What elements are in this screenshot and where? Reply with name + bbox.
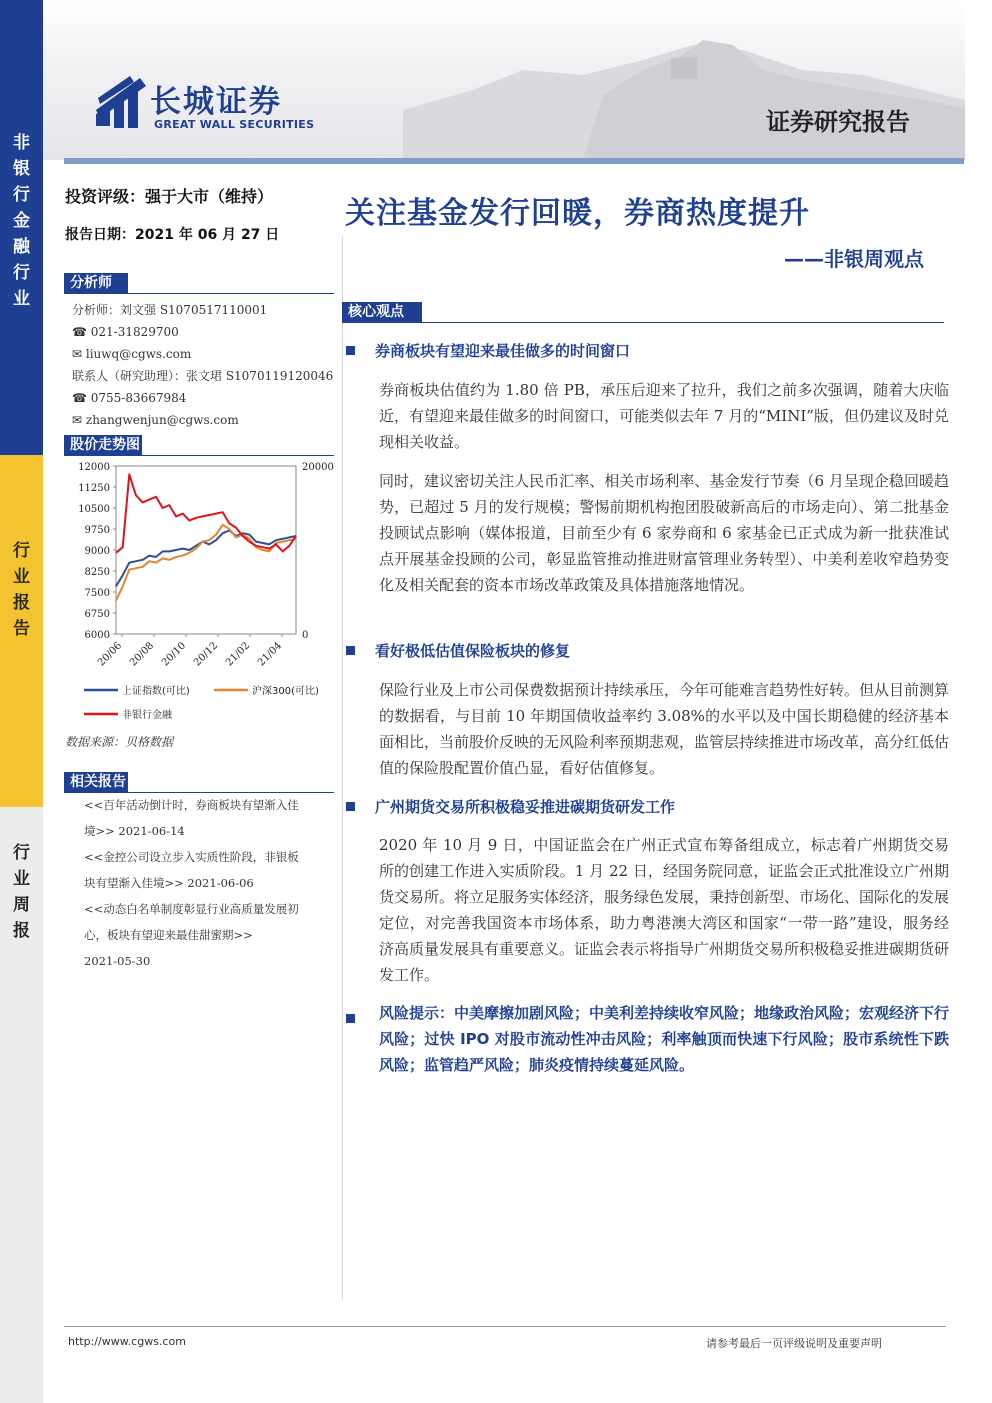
y-left-tick-label: 8250 [84,567,110,578]
x-tick-label: 21/04 [255,640,285,669]
y-right-tick-label: 20000 [302,462,334,473]
y-left-tick-label: 7500 [84,588,110,599]
y-left-tick-label: 6000 [84,630,110,641]
logo-en: GREAT WALL SECURITIES [154,118,315,131]
x-tick-label: 21/02 [223,640,253,669]
side-bot-char: 行 [13,843,30,863]
x-tick-label: 20/06 [95,640,125,669]
side-top-char: 银 [13,159,30,179]
side-mid-char: 告 [13,619,30,639]
related-report-1b[interactable]: 境>> 2021-06-14 [84,824,185,838]
side-mid-char: 报 [13,593,30,613]
logo-cn: 长城证券 [150,84,282,120]
related-report-2a[interactable]: <<金控公司设立步入实质性阶段，非银板 [84,850,299,864]
y-left-tick-label: 6750 [84,609,110,620]
y-left-tick-label: 11250 [78,483,110,494]
report-type: 证券研究报告 [766,108,910,136]
analyst-info [72,299,340,431]
side-top-char: 业 [13,289,30,309]
related-section-title: 相关报告 [64,772,128,792]
investment-rating: 投资评级：强于大市（维持） [65,187,274,206]
bullet-square-icon [346,346,355,355]
point-1-heading [346,340,630,361]
analyst-phone: ☎ 021-31829700 [72,325,179,339]
plot-frame [116,466,296,634]
y-left-tick-label: 9000 [84,546,110,557]
related-report-3b[interactable]: 心，板块有望迎来最佳甜蜜期>> [84,928,253,942]
x-tick-label: 20/12 [191,640,221,669]
related-report-2b[interactable]: 块有望渐入佳境>> 2021-06-06 [84,876,254,890]
analyst-section-title: 分析师 [64,273,128,293]
side-top-char: 行 [13,185,30,205]
side-top-char: 行 [13,263,30,283]
footer-url[interactable]: http://www.cgws.com [68,1335,186,1348]
analyst-name: 分析师：刘文强 S1070517110001 [72,303,268,317]
related-report-3c[interactable]: 2021-05-30 [84,954,151,968]
price-trend-chart [64,456,344,731]
side-top-char: 金 [13,211,30,231]
point-3-heading-text: 广州期货交易所积极稳妥推进碳期货研发工作 [375,798,676,816]
chart-section-title: 股价走势图 [64,435,142,455]
y-right-tick-label: 0 [302,630,309,641]
point-2-heading [346,640,570,661]
point-1-para-1: 券商板块估值约为 1.80 倍 PB，承压后迎来了拉升，我们之前多次强调，随着大庆临近，有望迎来最佳做多的时间窗口，可能类似去年 7 月的“MINI”版，但仍建议及时兑现相关收益。 [379,381,949,451]
side-bot-char: 业 [13,869,30,889]
side-label-report [0,538,43,642]
core-section-title: 核心观点 [342,302,422,322]
company-logo [90,68,148,136]
risk-bullet [346,1009,375,1028]
bullet-square-icon [346,1014,355,1023]
related-report-3a[interactable]: <<动态白名单制度彰显行业高质量发展初 [84,902,299,916]
x-tick-label: 20/10 [159,640,189,669]
header-rule [64,158,964,164]
series-line-1 [116,530,296,586]
point-1-para-2: 同时，建议密切关注人民币汇率、相关市场利率、基金发行节奏（6 月呈现企稳回暖趋势，已超过 5 月的发行规模；警惕前期机构抱团股破新高后的市场走向）、第二批基金投顾试点影响（媒体报道，目前至少有 6 家券商和 6 家基金已正式成为新一批获准试点开展基金投顾的公司，彰显监管推动推进财富管理业务转型）、中美利差收窄趋势变化及相关配套的资本市场改革政策及具体措施落地情况。 [379,472,949,594]
related-report-1a[interactable]: <<百年活动倒计时，券商板块有望渐入佳 [84,798,299,812]
side-mid-char: 行 [13,541,30,561]
side-bot-char: 周 [13,895,30,915]
report-title: 关注基金发行回暖，券商热度提升 [345,196,810,231]
point-3-heading [346,796,675,817]
side-top-char: 非 [13,133,30,153]
bullet-square-icon [346,646,355,655]
side-top-char: 融 [13,237,30,257]
side-label-industry [0,130,43,312]
footer-rule [64,1326,946,1327]
contact-phone: ☎ 0755-83667984 [72,391,187,405]
y-left-tick-label: 10500 [78,504,110,515]
side-mid-char: 业 [13,567,30,587]
footer-notice: 请参考最后一页评级说明及重要声明 [706,1337,882,1350]
logo-mark-icon [90,68,148,132]
x-tick-label: 20/08 [127,640,157,669]
point-3-para-1: 2020 年 10 月 9 日，中国证监会在广州正式宣布筹备组成立，标志着广州期货交易所的创建工作进入实质阶段。1 月 22 日，经国务院同意，证监会正式批准设立广州期货交易所。将立足服务实体经济，服务绿色发展，秉持创新型、市场化、国际化的发展定位，对完善我国资本市场体系，助力粤港澳大湾区和国家“一带一路”建设，服务经济高质量发展具有重要意义。证监会表示将指导广州期货交易所积极稳妥推进碳期货研发工作。 [379,836,950,984]
y-left-tick-label: 12000 [78,462,110,473]
report-date: 报告日期：2021 年 06 月 27 日 [65,227,280,243]
core-rule [342,322,944,323]
point-2-heading-text: 看好极低估值保险板块的修复 [375,642,571,660]
side-band [0,0,43,1403]
legend-label-3: 非银行金融 [122,710,172,721]
point-2-para-1: 保险行业及上市公司保费数据预计持续承压，今年可能难言趋势性好转。但从目前测算的数据看，与目前 10 年期国债收益率约 3.08%的水平以及中国长期稳健的经济基本面相比，当前股价反映的无风险利率预期悲观，监管层持续推进市场改革，高分红低估值的保险股配置价值凸显，看好估值修复。 [379,681,950,777]
contact-email[interactable]: ✉ zhangwenjun@cgws.com [72,413,239,427]
analyst-email[interactable]: ✉ liuwq@cgws.com [72,347,192,361]
side-bot-char: 报 [13,921,30,941]
side-label-weekly [0,840,43,944]
series-line-2 [116,525,296,601]
risk-warning: 风险提示：中美摩擦加剧风险；中美利差持续收窄风险；地缘政治风险；宏观经济下行风险；过快 IPO 对股市流动性冲击风险；利率触顶而快速下行风险；股市系统性下跌风险；监管趋严风险；肺炎疫情持续蔓延风险。 [379,1004,950,1074]
chart-source: 数据来源：贝格数据 [65,735,174,749]
bullet-square-icon [346,802,355,811]
report-subtitle: ——非银周观点 [784,247,924,271]
legend-label-2: 沪深300(可比) [252,686,319,697]
legend-label-1: 上证指数(可比) [122,686,190,697]
related-reports [84,792,344,974]
analyst-rule [64,293,334,294]
contact-name: 联系人（研究助理）：张文珺 S1070119120046 [72,369,334,383]
point-1-heading-text: 券商板块有望迎来最佳做多的时间窗口 [375,342,631,360]
y-left-tick-label: 9750 [84,525,110,536]
column-divider [342,236,343,1300]
